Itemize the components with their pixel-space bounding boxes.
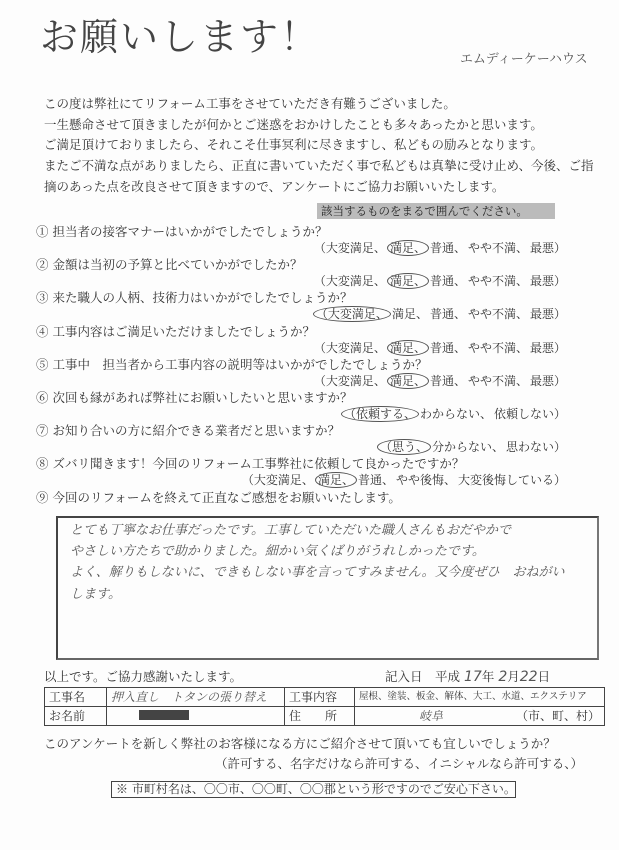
- answer-option[interactable]: 普通、: [429, 274, 466, 289]
- answer-options: [313, 374, 567, 389]
- referral-question: このアンケートを新しく弊社のお客様になる方にご紹介させて頂いても宜しいでしょうか？: [44, 736, 556, 751]
- address-value: [355, 707, 605, 726]
- intro-line: 一生懸命させて頂きましたが何かとご迷惑をおかけしたことも多々あったかと思います。: [44, 117, 543, 132]
- answer-option[interactable]: やや不満、: [467, 274, 528, 289]
- answer-option[interactable]: 満足、: [391, 307, 428, 322]
- question-text: ④ 工事内容はご満足いただけましたでしょうか？: [36, 323, 315, 339]
- question-text: ⑧ ズバリ聞きます！今回のリフォーム工事弊社に依頼して良かったですか？: [36, 456, 465, 472]
- comment-line: します。: [70, 587, 121, 602]
- answer-option[interactable]: 大変後悔している）: [457, 473, 566, 488]
- answer-option[interactable]: やや不満、: [467, 340, 528, 355]
- answer-option[interactable]: （依頼する、: [341, 406, 419, 422]
- address-text: 岐阜: [419, 709, 444, 723]
- intro-line: またご不満な点がありましたら、正直に書いていただく事で私どもは真摯に受け止め、今後、ご指: [44, 158, 594, 173]
- answer-option[interactable]: 満足、: [387, 240, 429, 256]
- answer-option[interactable]: 普通、: [429, 307, 466, 322]
- note-box: ※ 市町村名は、〇〇市、〇〇町、〇〇郡という形ですのでご安心下さい。: [111, 781, 516, 798]
- answer-option[interactable]: 普通、: [429, 241, 466, 255]
- comment-line: やさしい方たちで助かりました。細かい気くばりがうれしかったです。: [70, 544, 485, 559]
- question-text: ⑥ 次回も縁があれば弊社にお願いしたいと思いますか？: [36, 390, 353, 405]
- answer-option[interactable]: 最悪）: [529, 241, 566, 255]
- question-text: ⑤ 工事中 担当者から工事内容の説明等はいかがでしたでしょうか？: [36, 356, 428, 372]
- work-content-value: 屋根、塗装、板金、解体、大工、水道、エクステリア: [355, 688, 605, 707]
- day-unit: 日: [537, 669, 551, 684]
- answer-option[interactable]: （大変満足、: [313, 373, 386, 388]
- page-title: お願いします！: [40, 15, 321, 59]
- intro-line: 摘のあった点を改良させて頂きますので、アンケートにご協力お願いいたします。: [44, 179, 505, 194]
- answer-option[interactable]: 普通、: [429, 373, 466, 388]
- answer-option[interactable]: （大変満足、: [313, 241, 386, 255]
- answer-option[interactable]: 最悪）: [529, 307, 566, 322]
- answer-option[interactable]: やや不満、: [467, 307, 528, 322]
- answer-option[interactable]: 分からない、: [431, 440, 504, 455]
- answer-option[interactable]: やや不満、: [467, 373, 528, 388]
- answer-option[interactable]: （思う、: [377, 439, 431, 455]
- answer-options: [313, 241, 567, 256]
- comment-line: よく、解りもしないに、できもしない事を言ってすみません。又今度ぜひ おねがい: [70, 565, 565, 580]
- work-name-label: 工事名: [45, 688, 107, 707]
- thanks-text: 以上です。ご協力感謝いたします。: [44, 669, 243, 684]
- company-name: エムディーケーハウス: [460, 52, 588, 67]
- answer-options: [313, 307, 567, 322]
- answer-option[interactable]: 思わない）: [505, 440, 566, 455]
- answer-option[interactable]: 最悪）: [529, 274, 566, 289]
- question-text: ① 担当者の接客マナーはいかがでしたでしょうか？: [36, 224, 328, 239]
- answer-option[interactable]: やや不満、: [467, 241, 528, 255]
- answer-option[interactable]: （大変満足、: [313, 306, 391, 322]
- answer-options: [313, 274, 567, 289]
- intro-line: この度は弊社にてリフォーム工事をさせていただき有難うございました。: [44, 96, 456, 111]
- answer-options: [377, 440, 567, 455]
- answer-options: [341, 407, 567, 422]
- date-year: 17: [464, 669, 482, 685]
- intro-line: ご満足頂けておりましたら、それこそ仕事冥利に尽きますし、私どもの励みとなります。: [44, 137, 544, 152]
- answer-option[interactable]: 満足、: [315, 472, 357, 488]
- month-unit: 月: [507, 669, 520, 684]
- question-text: ③ 来た職人の人柄、技術力はいかがでしたでしょうか？: [36, 290, 353, 306]
- answer-option[interactable]: （大変満足、: [241, 473, 314, 488]
- answer-option[interactable]: 最悪）: [529, 340, 566, 355]
- date-label: 記入日 平成: [385, 669, 461, 684]
- instruction-label: 該当するものをまるで囲んでください。: [317, 203, 555, 219]
- name-label: お名前: [45, 707, 107, 726]
- question-text: ② 金額は当初の予算と比べていかがでしたか？: [36, 257, 303, 273]
- answer-option[interactable]: 依頼しない）: [493, 407, 566, 421]
- entry-date: [385, 668, 550, 686]
- answer-option[interactable]: 満足、: [387, 273, 429, 289]
- info-table: [44, 687, 605, 726]
- work-name-value: 押入直し トタンの張り替え: [107, 688, 285, 707]
- question-text: ⑦ お知り合いの方に紹介できる業者だと思いますか？: [36, 423, 340, 439]
- answer-option[interactable]: （大変満足、: [313, 274, 386, 289]
- answer-option[interactable]: 普通、: [429, 340, 466, 355]
- work-content-label: 工事内容: [285, 688, 355, 707]
- answer-option[interactable]: 満足、: [387, 340, 429, 356]
- year-unit: 年: [481, 669, 495, 684]
- answer-options: [313, 341, 567, 356]
- answer-option[interactable]: （大変満足、: [313, 340, 386, 355]
- redacted-name: [139, 710, 189, 720]
- date-month: 2: [498, 669, 508, 685]
- answer-options: [241, 473, 567, 488]
- address-suffix: （市、町、村）: [515, 709, 600, 723]
- answer-option[interactable]: わからない、: [419, 407, 492, 421]
- answer-option[interactable]: 満足、: [387, 373, 429, 389]
- answer-option[interactable]: 最悪）: [529, 373, 566, 388]
- permission-options: （許可する、名字だけなら許可する、イニシャルなら許可する、）: [215, 756, 584, 771]
- name-value: [107, 707, 285, 726]
- question-text: ⑨ 今回のリフォームを終えて正直なご感想をお願いいたします。: [36, 489, 401, 505]
- answer-option[interactable]: 普通、: [357, 473, 394, 488]
- date-day: 22: [519, 669, 538, 685]
- address-label: 住 所: [285, 707, 355, 726]
- comment-line: とても丁寧なお仕事だったです。工事していただいた職人さんもおだやかで: [70, 523, 511, 538]
- answer-option[interactable]: やや後悔、: [395, 473, 456, 488]
